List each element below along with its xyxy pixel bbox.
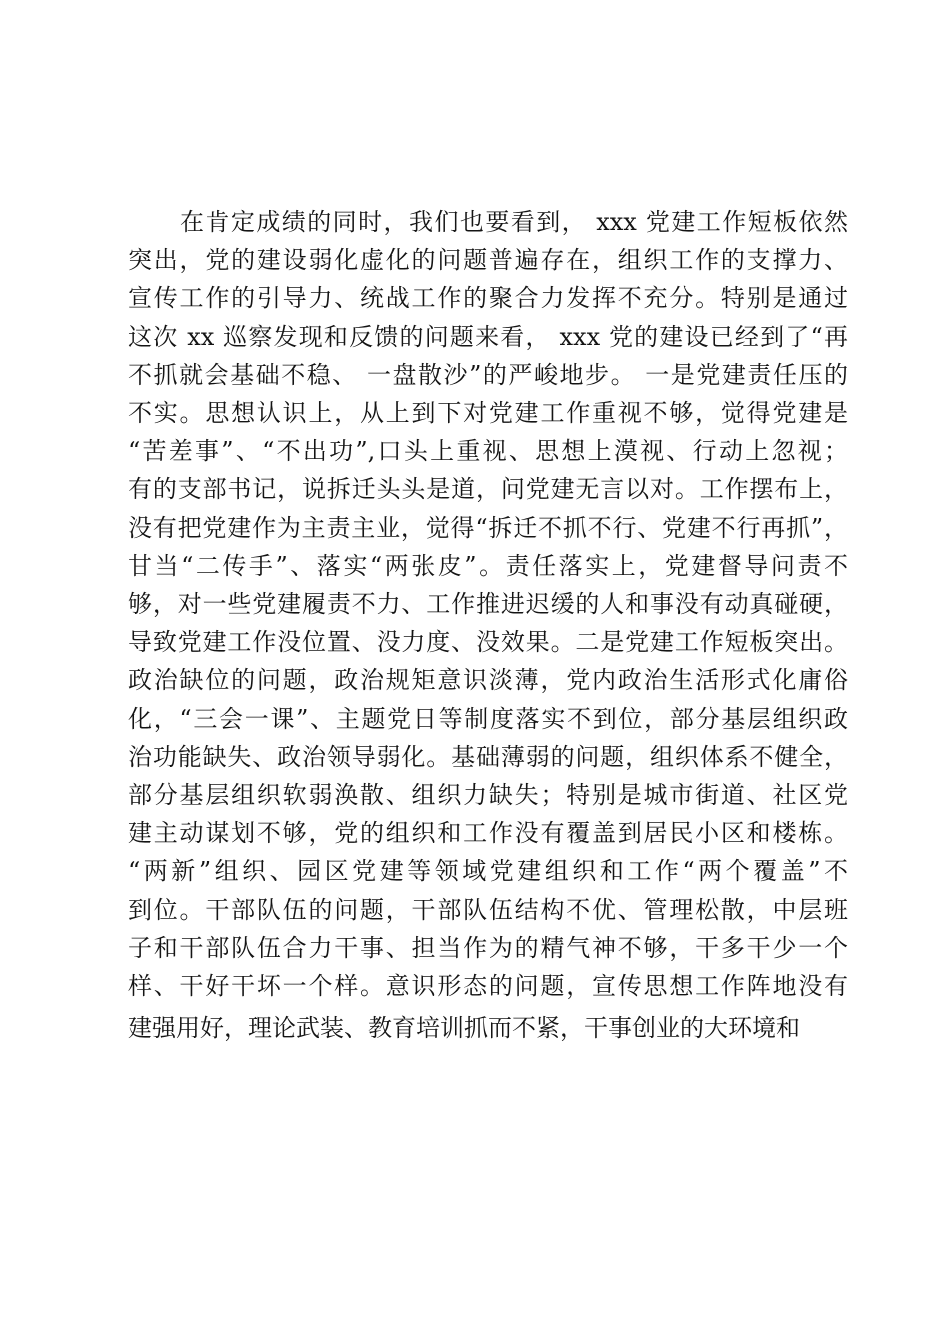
text-line: “两新”组织、园区党建等领域党建组织和工作“两个覆盖”不 bbox=[128, 857, 848, 885]
text-line: 不抓就会基础不稳、 一盘散沙”的严峻地步。 一是党建责任压的 bbox=[128, 361, 848, 389]
text-line: 政治缺位的问题，政治规矩意识淡薄，党内政治生活形式化庸俗 bbox=[128, 666, 848, 694]
text-line: 突出，党的建设弱化虚化的问题普遍存在，组织工作的支撑力、 bbox=[128, 246, 848, 274]
text-line: 宣传工作的引导力、统战工作的聚合力发挥不充分。特别是通过 bbox=[128, 284, 848, 312]
text-line: 建强用好，理论武装、教育培训抓而不紧，干事创业的大环境和 bbox=[128, 1014, 800, 1042]
text-line: 建主动谋划不够，党的组织和工作没有覆盖到居民小区和楼栋。 bbox=[128, 819, 848, 847]
text-line: 甘当“二传手”、落实“两张皮”。责任落实上，党建督导问责不 bbox=[128, 552, 848, 580]
text-line: 样、干好干坏一个样。意识形态的问题，宣传思想工作阵地没有 bbox=[128, 972, 848, 1000]
text-line: 不实。思想认识上，从上到下对党建工作重视不够，觉得党建是 bbox=[128, 399, 848, 427]
text-line: 导致党建工作没位置、没力度、没效果。二是党建工作短板突出。 bbox=[128, 628, 848, 656]
text-line: 到位。干部队伍的问题，干部队伍结构不优、管理松散，中层班 bbox=[128, 896, 848, 924]
text-line: 化，“三会一课”、主题党日等制度落实不到位，部分基层组织政 bbox=[128, 705, 848, 733]
text-line: 子和干部队伍合力干事、担当作为的精气神不够，干多干少一个 bbox=[128, 934, 848, 962]
text-line: 治功能缺失、政治领导弱化。基础薄弱的问题，组织体系不健全， bbox=[128, 743, 848, 771]
text-line: “苦差事”、“不出功”,口头上重视、思想上漠视、行动上忽视； bbox=[128, 437, 848, 465]
text-line: 在肯定成绩的同时，我们也要看到， xxx 党建工作短板依然 bbox=[180, 208, 848, 236]
text-line: 这次 xx 巡察发现和反馈的问题来看， xxx 党的建设已经到了“再 bbox=[128, 323, 848, 351]
text-line: 有的支部书记，说拆迁头头是道，问党建无言以对。工作摆布上， bbox=[128, 475, 848, 503]
text-line: 部分基层组织软弱涣散、组织力缺失；特别是城市街道、社区党 bbox=[128, 781, 848, 809]
text-line: 没有把党建作为主责主业，觉得“拆迁不抓不行、党建不行再抓”， bbox=[128, 514, 848, 542]
text-line: 够，对一些党建履责不力、工作推进迟缓的人和事没有动真碰硬， bbox=[128, 590, 848, 618]
